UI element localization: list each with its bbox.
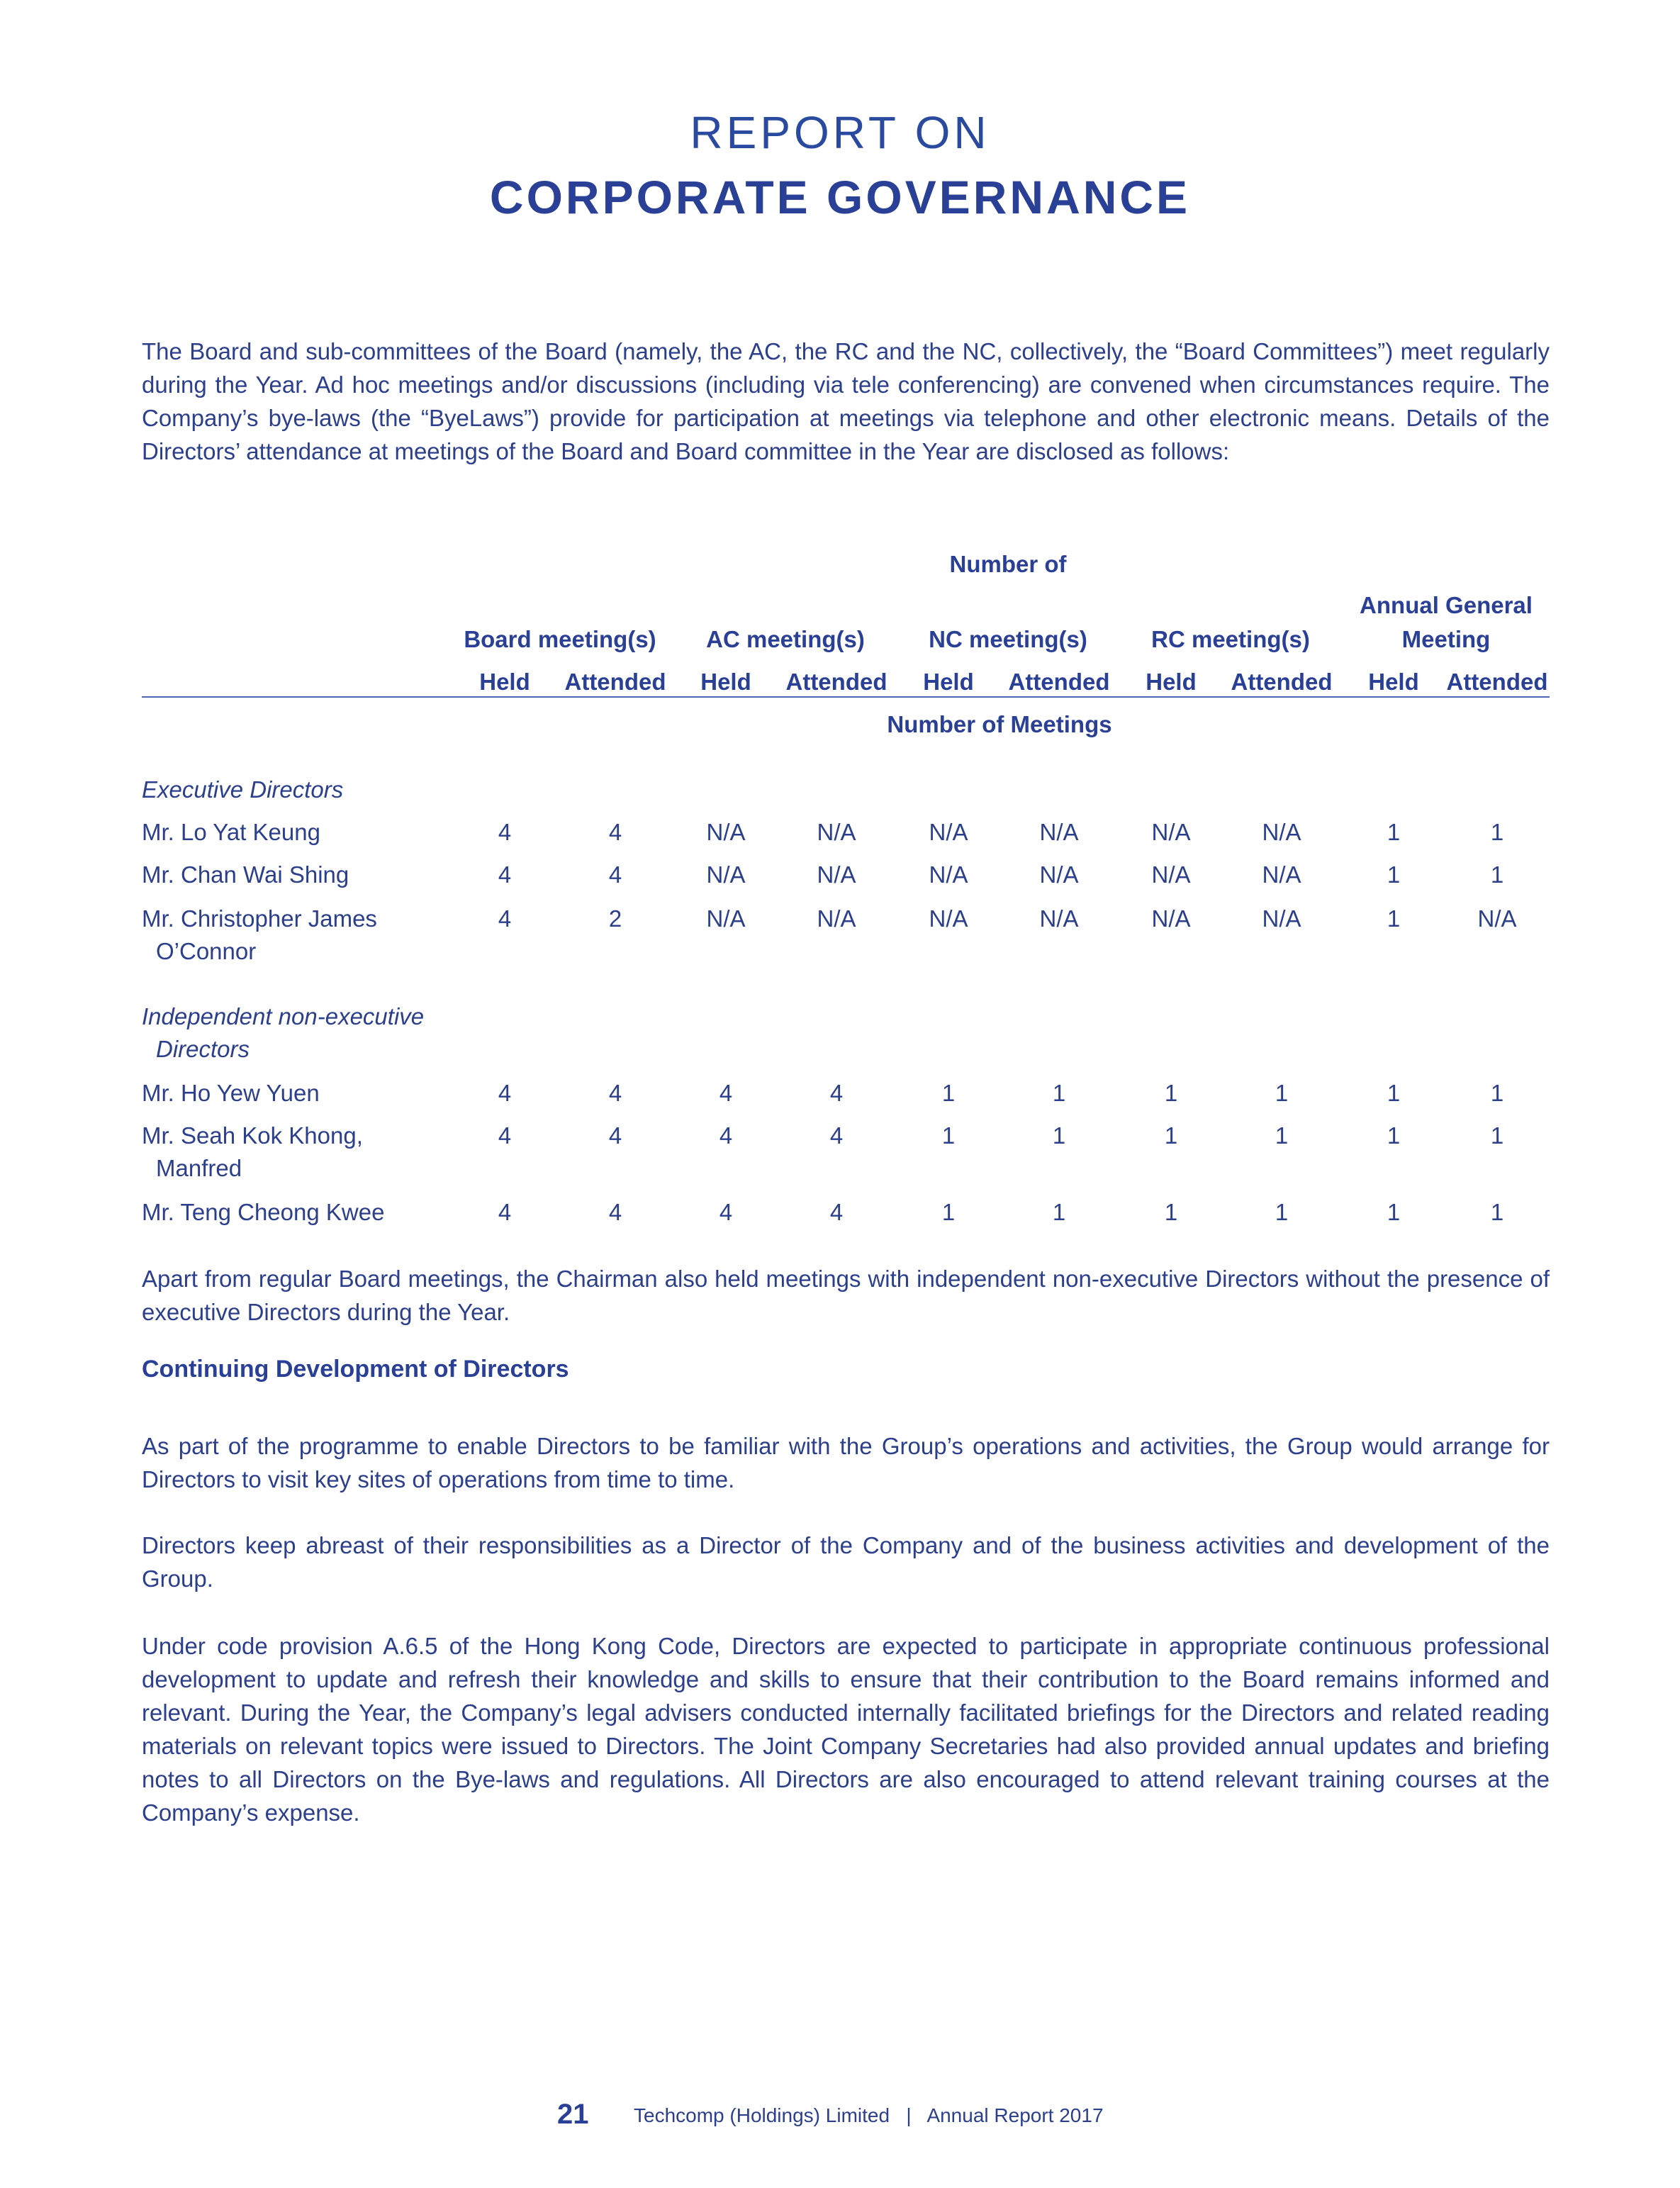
- cell-value: N/A: [1151, 819, 1191, 845]
- cell-value: N/A: [706, 905, 746, 932]
- group-header-agm-line2: Meeting: [1401, 626, 1491, 652]
- cell-value: 4: [829, 1122, 844, 1149]
- cell-value: 1: [1387, 1122, 1401, 1149]
- subheader-held: Held: [923, 669, 974, 695]
- group-header-board: Board meeting(s): [464, 626, 656, 652]
- cell-value: N/A: [929, 861, 968, 888]
- cell-value: 1: [1490, 861, 1504, 888]
- cell-value: 4: [829, 1080, 844, 1106]
- cell-value: 1: [1275, 1080, 1289, 1106]
- section-heading-continuing-development: Continuing Development of Directors: [142, 1356, 569, 1383]
- subheader-attended: Attended: [1446, 669, 1548, 695]
- director-name: Mr. Ho Yew Yuen: [142, 1080, 320, 1106]
- cell-value: 4: [719, 1199, 733, 1225]
- subheader-attended: Attended: [564, 669, 666, 695]
- cell-value: 4: [719, 1080, 733, 1106]
- cell-value: 1: [1387, 905, 1401, 932]
- cell-value: N/A: [1039, 861, 1079, 888]
- cell-value: 1: [1490, 1080, 1504, 1106]
- units-label: Number of Meetings: [887, 711, 1112, 737]
- director-name: Mr. Lo Yat Keung: [142, 819, 320, 845]
- cell-value: 1: [1275, 1199, 1289, 1225]
- group-header-agm-line1: Annual General: [1360, 592, 1533, 618]
- cell-value: 4: [498, 1080, 512, 1106]
- cell-value: 4: [498, 905, 512, 932]
- cell-value: 1: [1052, 1080, 1066, 1106]
- cell-value: 1: [941, 1080, 956, 1106]
- paragraph-continuing-development-3: Under code provision A.6.5 of the Hong Kong Code, Directors are expected to participate in appropriate continuous professional development to update and refresh their knowledge and skills to ensure that their contribution to the Board remains informed and relevant. During the Year, the Company’s legal advisers conducted internally facilitated briefings for the Directors and related reading materials on relevant topics were issued to Directors. The Joint Company Secretaries had also provided annual updates and briefing notes to all Directors on the Bye-laws and regulations. All Directors are also encouraged to attend relevant training courses at the Company’s expense.: [142, 1633, 1550, 1826]
- cell-value: 4: [608, 1199, 622, 1225]
- director-name: Mr. Seah Kok Khong,: [142, 1122, 363, 1149]
- cell-value: 4: [498, 861, 512, 888]
- cell-value: N/A: [929, 905, 968, 932]
- intro-paragraph: The Board and sub-committees of the Board (namely, the AC, the RC and the NC, collectively, the “Board Committees”) meet regularly during the Year. Ad hoc meetings and/or discussions (including via tele conferencing) are convened when circumstances require. The Company’s bye-laws (the “ByeLaws”) provide for participation at meetings via telephone and other electronic means. Details of the Directors’ attendance at meetings of the Board and Board committee in the Year are disclosed as follows:: [142, 338, 1550, 464]
- cell-value: 1: [1490, 819, 1504, 845]
- cell-value: 4: [608, 1080, 622, 1106]
- cell-value: N/A: [817, 819, 856, 845]
- subheader-attended: Attended: [785, 669, 887, 695]
- cell-value: N/A: [1477, 905, 1517, 932]
- paragraph-continuing-development-1: As part of the programme to enable Directors to be familiar with the Group’s operations and activities, the Group would arrange for Directors to visit key sites of operations from time to time.: [142, 1433, 1550, 1492]
- director-name: Mr. Christopher James: [142, 905, 377, 932]
- cell-value: 1: [1387, 1199, 1401, 1225]
- group-header-rc: RC meeting(s): [1151, 626, 1310, 652]
- cell-value: 1: [941, 1122, 956, 1149]
- cell-value: 1: [1490, 1199, 1504, 1225]
- cell-value: 1: [1387, 861, 1401, 888]
- cell-value: 1: [941, 1199, 956, 1225]
- cell-value: N/A: [1151, 861, 1191, 888]
- cell-value: 1: [1387, 1080, 1401, 1106]
- cell-value: 1: [1052, 1122, 1066, 1149]
- table-top-header: Number of: [949, 551, 1067, 577]
- cell-value: 4: [498, 819, 512, 845]
- cell-value: 4: [719, 1122, 733, 1149]
- director-name: Mr. Teng Cheong Kwee: [142, 1199, 385, 1225]
- subheader-held: Held: [700, 669, 751, 695]
- subheader-held: Held: [1146, 669, 1197, 695]
- paragraph-continuing-development-2: Directors keep abreast of their responsibilities as a Director of the Company and of the business activities and development of the Group.: [142, 1532, 1550, 1592]
- cell-value: 1: [1275, 1122, 1289, 1149]
- cell-value: N/A: [706, 861, 746, 888]
- report-heading-line1: REPORT ON: [690, 107, 990, 158]
- cell-value: 1: [1387, 819, 1401, 845]
- cell-value: N/A: [1039, 905, 1079, 932]
- cell-value: 1: [1164, 1122, 1178, 1149]
- cell-value: 4: [498, 1199, 512, 1225]
- cell-value: 4: [608, 819, 622, 845]
- cell-value: N/A: [706, 819, 746, 845]
- paragraph-after-table: Apart from regular Board meetings, the Chairman also held meetings with independent non-executive Directors without the presence of executive Directors during the Year.: [142, 1266, 1550, 1325]
- cell-value: N/A: [1262, 905, 1301, 932]
- cell-value: N/A: [929, 819, 968, 845]
- subheader-held: Held: [1368, 669, 1419, 695]
- cell-value: 4: [498, 1122, 512, 1149]
- cell-value: 4: [608, 861, 622, 888]
- cell-value: 1: [1490, 1122, 1504, 1149]
- group-header-ac: AC meeting(s): [706, 626, 865, 652]
- subheader-attended: Attended: [1231, 669, 1333, 695]
- group-header-nc: NC meeting(s): [929, 626, 1087, 652]
- cell-value: N/A: [1039, 819, 1079, 845]
- director-name: Mr. Chan Wai Shing: [142, 861, 349, 888]
- cell-value: 1: [1164, 1199, 1178, 1225]
- director-name-continued: Manfred: [156, 1155, 242, 1181]
- cell-value: 1: [1164, 1080, 1178, 1106]
- subheader-held: Held: [479, 669, 530, 695]
- cell-value: N/A: [817, 905, 856, 932]
- cell-value: N/A: [1262, 819, 1301, 845]
- table-header-rule: [142, 696, 1550, 698]
- category-independent-directors-continued: Directors: [156, 1036, 250, 1062]
- cell-value: 2: [608, 905, 622, 932]
- subheader-attended: Attended: [1008, 669, 1110, 695]
- category-independent-directors: Independent non-executive: [142, 1003, 425, 1029]
- report-heading-line2: CORPORATE GOVERNANCE: [489, 171, 1191, 223]
- cell-value: N/A: [817, 861, 856, 888]
- cell-value: 1: [1052, 1199, 1066, 1225]
- page-number: 21: [557, 2099, 589, 2130]
- director-name-continued: O’Connor: [156, 938, 257, 964]
- cell-value: N/A: [1262, 861, 1301, 888]
- cell-value: N/A: [1151, 905, 1191, 932]
- cell-value: 4: [608, 1122, 622, 1149]
- footer-publication: Techcomp (Holdings) Limited | Annual Report 2017: [634, 2104, 1104, 2126]
- category-executive-directors: Executive Directors: [142, 776, 344, 803]
- cell-value: 4: [829, 1199, 844, 1225]
